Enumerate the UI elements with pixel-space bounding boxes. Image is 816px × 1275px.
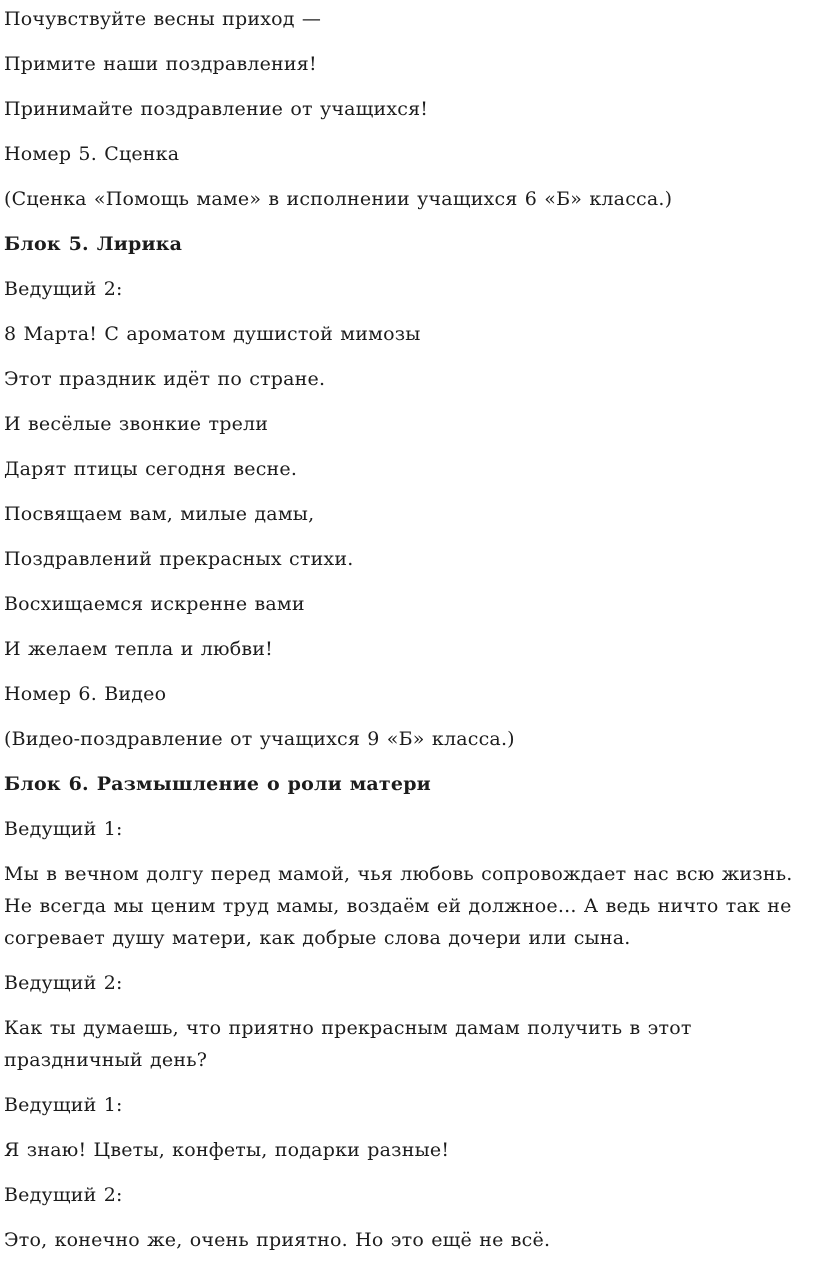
paragraph: (Сценка «Помощь маме» в исполнении учащихся 6 «Б» класса.) (4, 188, 673, 210)
paragraph: Это, конечно же, очень приятно. Но это ещё не всё. (4, 1229, 551, 1251)
paragraph: Номер 5. Сценка (4, 143, 180, 165)
paragraph: 8 Марта! С ароматом душистой мимозы (4, 323, 421, 345)
paragraph: Дарят птицы сегодня весне. (4, 458, 298, 480)
paragraph: И весёлые звонкие трели (4, 413, 269, 435)
paragraph: (Видео-поздравление от учащихся 9 «Б» класса.) (4, 728, 515, 750)
paragraph: Примите наши поздравления! (4, 53, 317, 75)
paragraph: Ведущий 2: (4, 972, 123, 994)
paragraph: Номер 6. Видео (4, 683, 167, 705)
paragraph: Ведущий 2: (4, 278, 123, 300)
paragraph: Как ты думаешь, что приятно прекрасным дамам получить в этот праздничный день? (4, 1017, 692, 1071)
section-heading: Блок 5. Лирика (4, 233, 183, 255)
paragraph: Поздравлений прекрасных стихи. (4, 548, 354, 570)
section-heading: Блок 6. Размышление о роли матери (4, 773, 431, 795)
paragraph: Ведущий 1: (4, 818, 123, 840)
paragraph: И желаем тепла и любви! (4, 638, 273, 660)
paragraph: Почувствуйте весны приход — (4, 8, 322, 30)
paragraph: Посвящаем вам, милые дамы, (4, 503, 315, 525)
paragraph: Ведущий 2: (4, 1184, 123, 1206)
paragraph: Мы в вечном долгу перед мамой, чья любовь сопровождает нас всю жизнь. Не всегда мы ценим труд мамы, воздаём ей должное... А ведь ничто так не согревает душу матери, как добрые слова дочери или сына. (4, 863, 793, 949)
paragraph: Ведущий 1: (4, 1094, 123, 1116)
paragraph: Принимайте поздравление от учащихся! (4, 98, 429, 120)
document-content (4, 3, 810, 1256)
paragraph: Я знаю! Цветы, конфеты, подарки разные! (4, 1139, 450, 1161)
paragraph: Восхищаемся искренне вами (4, 593, 305, 615)
paragraph: Этот праздник идёт по стране. (4, 368, 326, 390)
